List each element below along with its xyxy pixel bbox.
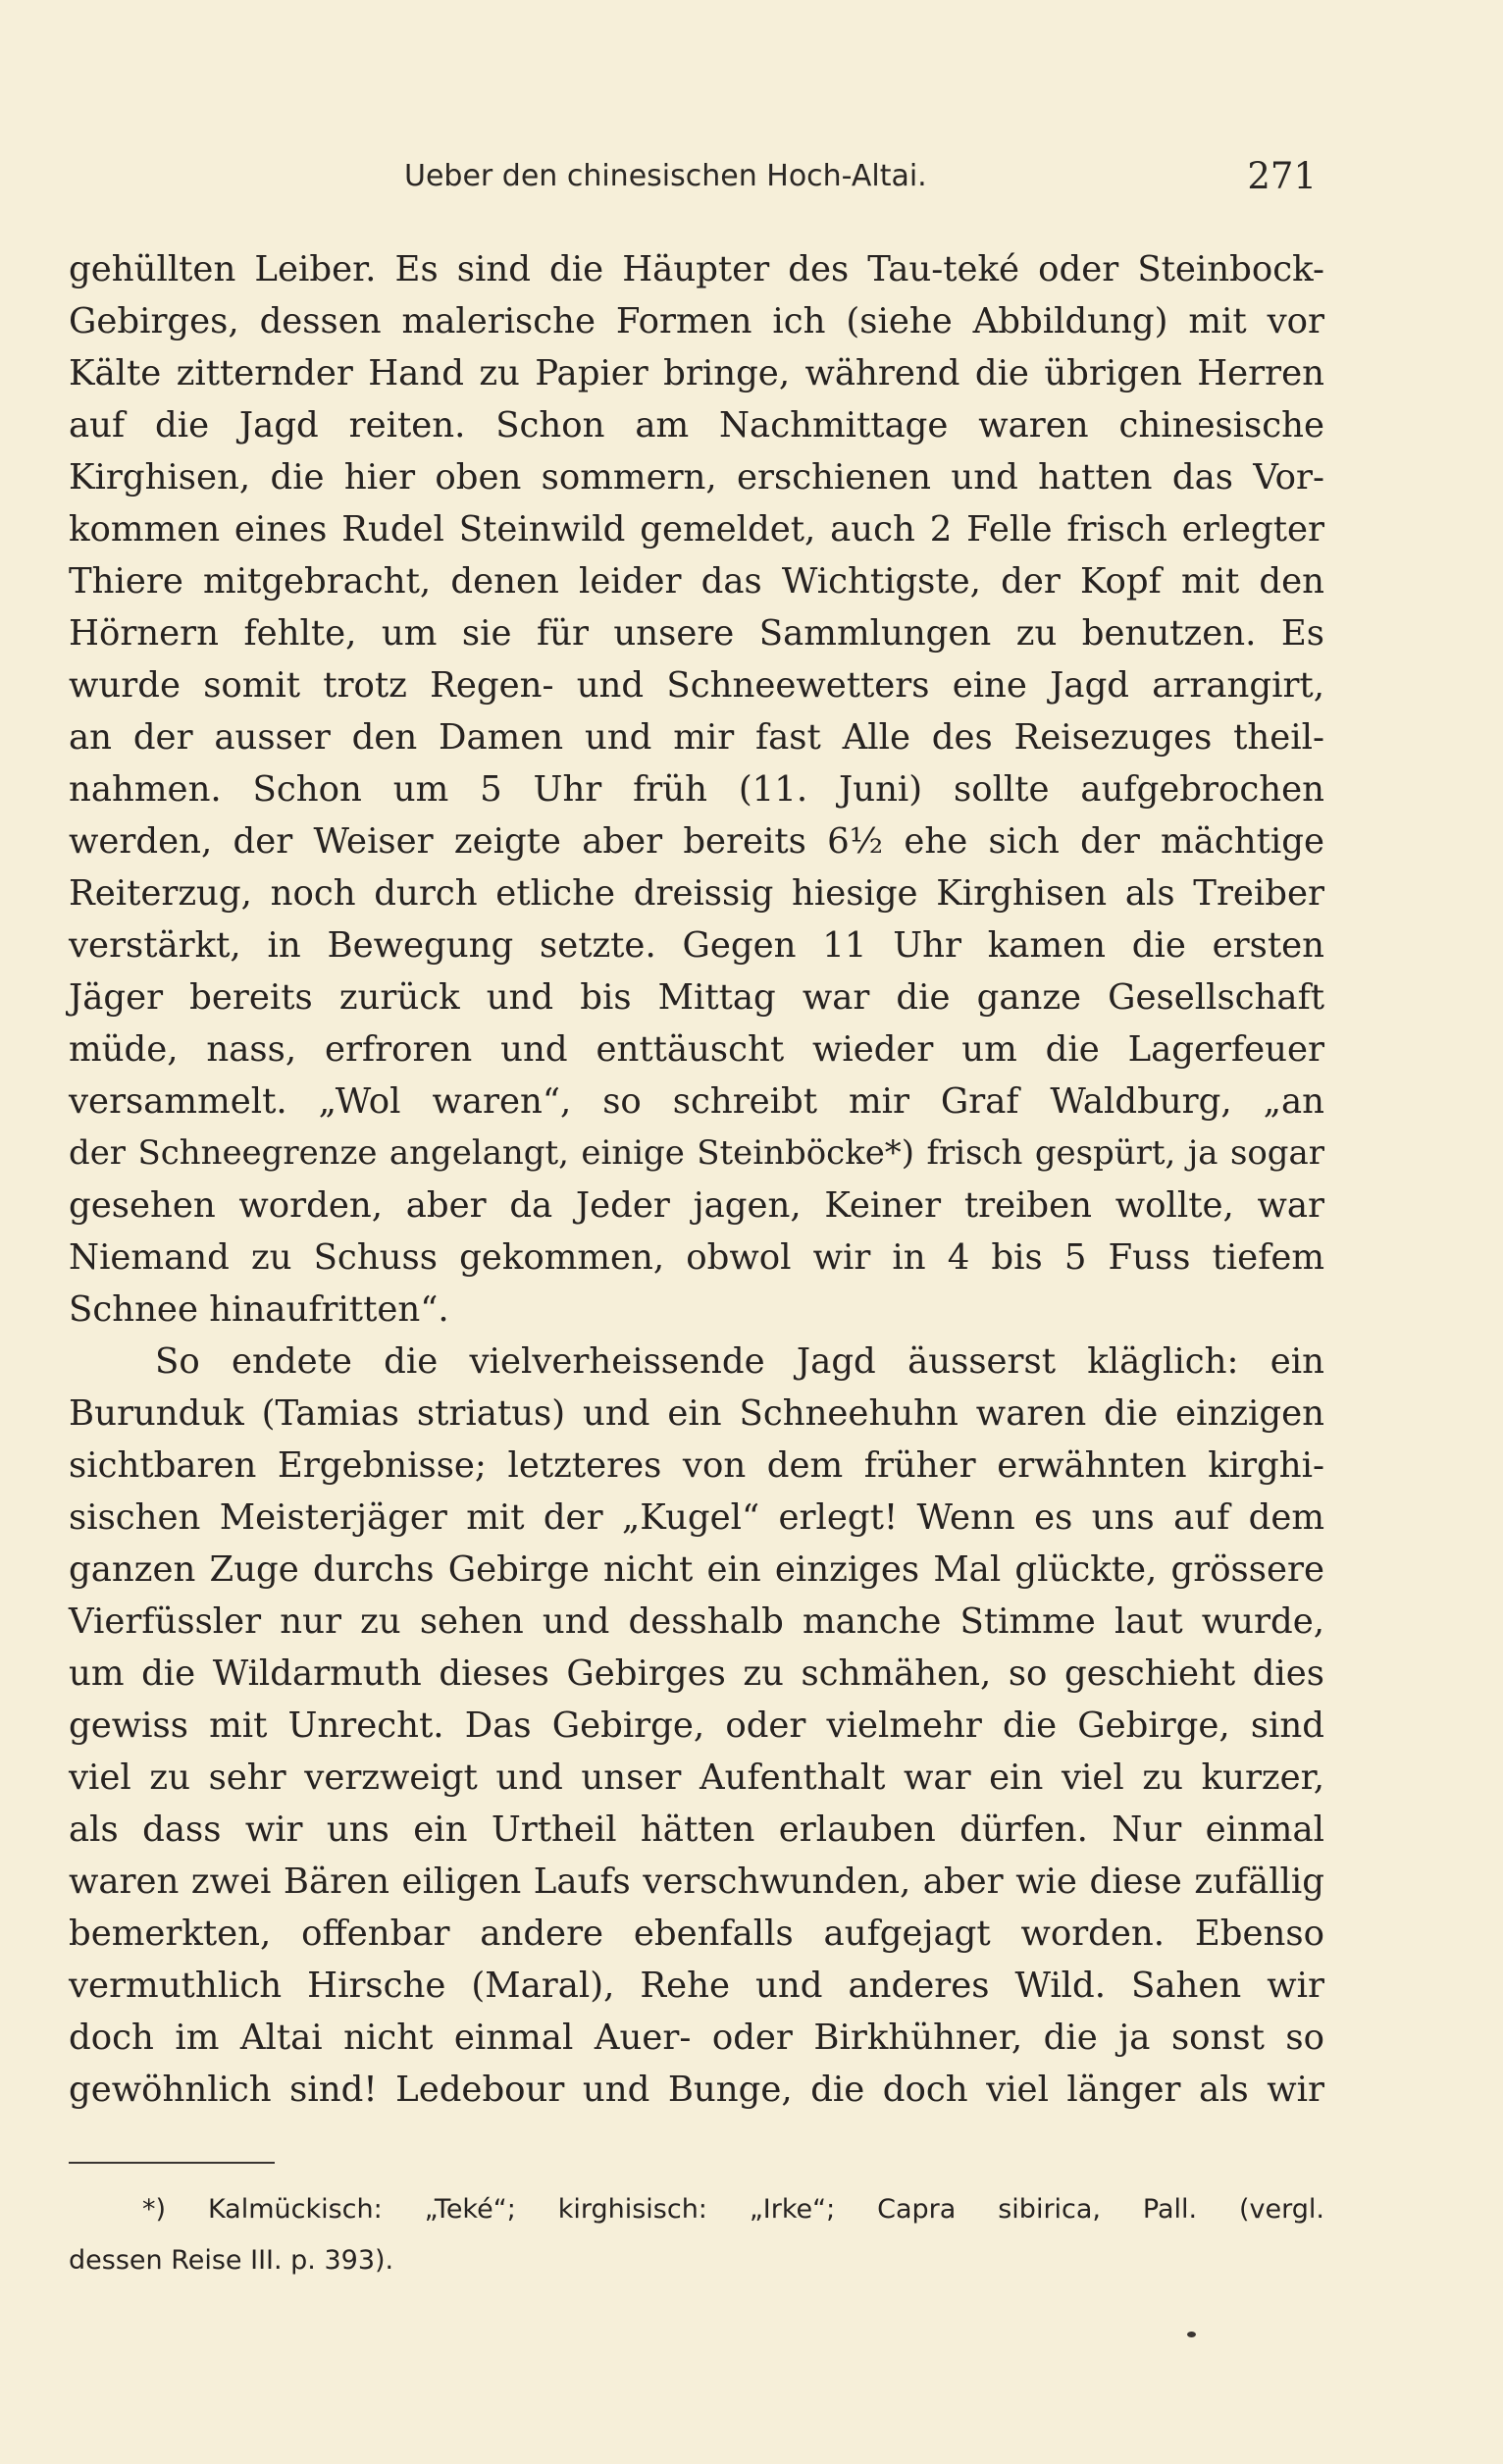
text-line: gesehen worden, aber da Jeder jagen, Keiner treiben wollte, war bbox=[69, 1185, 1324, 1226]
text-line: nahmen. Schon um 5 Uhr früh (11. Juni) sollte aufgebrochen bbox=[69, 769, 1324, 810]
text-line: gewöhnlich sind! Ledebour und Bunge, die doch viel länger als wir bbox=[69, 2070, 1324, 2110]
footnote-rule bbox=[69, 2162, 275, 2164]
body-text bbox=[69, 243, 1324, 2116]
text-line: wurde somit trotz Regen- und Schneewetters eine Jagd arrangirt, bbox=[69, 665, 1324, 706]
text-line: müde, nass, erfroren und enttäuscht wieder um die Lagerfeuer bbox=[69, 1029, 1324, 1070]
text-line: Jäger bereits zurück und bis Mittag war die ganze Gesellschaft bbox=[69, 977, 1324, 1018]
text-line: verstärkt, in Bewegung setzte. Gegen 11 Uhr kamen die ersten bbox=[69, 925, 1324, 966]
text-line: waren zwei Bären eiligen Laufs verschwunden, aber wie diese zufällig bbox=[69, 1861, 1324, 1902]
text-line: Hörnern fehlte, um sie für unsere Sammlungen zu benutzen. Es bbox=[69, 613, 1324, 654]
footnote-line: *) Kalmückisch: „Teké“; kirghisisch: „Irke“; Capra sibirica, Pall. (vergl. bbox=[142, 2194, 1324, 2225]
text-line: Kälte zitternder Hand zu Papier bringe, während die übrigen Herren bbox=[69, 353, 1324, 393]
text-line: Kirghisen, die hier oben sommern, erschienen und hatten das Vor- bbox=[69, 457, 1324, 498]
text-line: sischen Meisterjäger mit der „Kugel“ erlegt! Wenn es uns auf dem bbox=[69, 1497, 1324, 1538]
text-line: Burunduk (Tamias striatus) und ein Schneehuhn waren die einzigen bbox=[69, 1393, 1324, 1434]
text-line: vermuthlich Hirsche (Maral), Rehe und anderes Wild. Sahen wir bbox=[69, 1966, 1324, 2006]
footnote bbox=[69, 2184, 1324, 2286]
page-header bbox=[69, 155, 1317, 210]
text-line: viel zu sehr verzweigt und unser Aufenthalt war ein viel zu kurzer, bbox=[69, 1757, 1324, 1798]
text-line: So endete die vielverheissende Jagd äusserst kläglich: ein bbox=[155, 1341, 1324, 1382]
page-number: 271 bbox=[1247, 155, 1317, 197]
text-line: an der ausser den Damen und mir fast Alle des Reisezuges theil- bbox=[69, 717, 1324, 758]
ink-speck bbox=[1187, 2332, 1196, 2337]
text-line: ganzen Zuge durchs Gebirge nicht ein einziges Mal glückte, grössere bbox=[69, 1549, 1324, 1590]
text-line: um die Wildarmuth dieses Gebirges zu schmähen, so geschieht dies bbox=[69, 1653, 1324, 1694]
text-line: als dass wir uns ein Urtheil hätten erlauben dürfen. Nur einmal bbox=[69, 1809, 1324, 1850]
text-line: gehüllten Leiber. Es sind die Häupter des Tau-teké oder Steinbock- bbox=[69, 249, 1324, 289]
text-line: gewiss mit Unrecht. Das Gebirge, oder vielmehr die Gebirge, sind bbox=[69, 1705, 1324, 1746]
text-line: bemerkten, offenbar andere ebenfalls aufgejagt worden. Ebenso bbox=[69, 1914, 1324, 1954]
text-line: Schnee hinaufritten“. bbox=[69, 1289, 449, 1330]
running-head: Ueber den chinesischen Hoch-Altai. bbox=[404, 159, 927, 193]
text-line: Reiterzug, noch durch etliche dreissig hiesige Kirghisen als Treiber bbox=[69, 873, 1324, 914]
text-line: Vierfüssler nur zu sehen und desshalb manche Stimme laut wurde, bbox=[69, 1601, 1324, 1642]
text-line: Thiere mitgebracht, denen leider das Wichtigste, der Kopf mit den bbox=[69, 561, 1324, 602]
text-line: doch im Altai nicht einmal Auer- oder Birkhühner, die ja sonst so bbox=[69, 2018, 1324, 2058]
text-line: auf die Jagd reiten. Schon am Nachmittage waren chinesische bbox=[69, 405, 1324, 446]
footnote-line: dessen Reise III. p. 393). bbox=[69, 2245, 394, 2276]
text-line: versammelt. „Wol waren“, so schreibt mir Graf Waldburg, „an bbox=[69, 1081, 1324, 1122]
text-line: Gebirges, dessen malerische Formen ich (siehe Abbildung) mit vor bbox=[69, 301, 1324, 341]
text-line: sichtbaren Ergebnisse; letzteres von dem früher erwähnten kirghi- bbox=[69, 1445, 1324, 1486]
text-line: werden, der Weiser zeigte aber bereits 6½ ehe sich der mächtige bbox=[69, 821, 1324, 862]
text-line: der Schneegrenze angelangt, einige Steinböcke*) frisch gespürt, ja sogar bbox=[69, 1133, 1324, 1173]
text-line: Niemand zu Schuss gekommen, obwol wir in 4 bis 5 Fuss tiefem bbox=[69, 1237, 1324, 1278]
text-line: kommen eines Rudel Steinwild gemeldet, auch 2 Felle frisch erlegter bbox=[69, 509, 1324, 550]
